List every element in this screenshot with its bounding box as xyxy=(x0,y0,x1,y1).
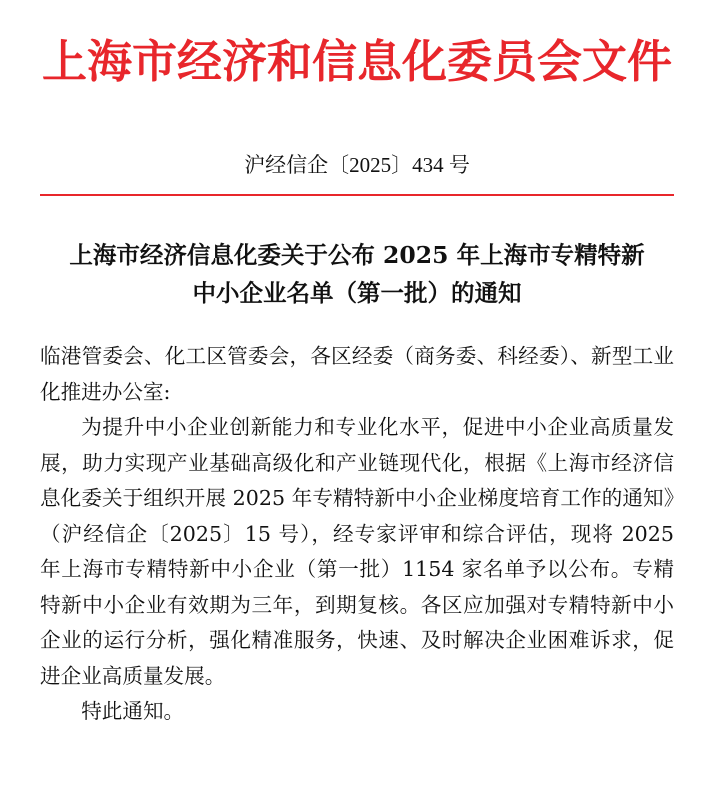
notice-body xyxy=(40,339,674,730)
red-divider-line xyxy=(40,194,674,196)
recipients-paragraph: 临港管委会、化工区管委会，各区经委（商务委、科经委）、新型工业化推进办公室: xyxy=(40,344,674,404)
main-paragraph: 为提升中小企业创新能力和专业化水平，促进中小企业高质量发展，助力实现产业基础高级化和产业链现代化，根据《上海市经济信息化委关于组织开展 2025 年专精特新中小企业梯度培育工作的通知》（沪经信企〔2025〕15 号），经专家评审和综合评估，现将 2025 年上海市专精特新中小企业（第一批）1154 家名单予以公布。专精特新中小企业有效期为三年，到期复核。各区应加强对专精特新中小企业的运行分析，强化精准服务，快速、及时解决企业困难诉求，促进企业高质量发展。 xyxy=(40,415,674,688)
issuer-header-title: 上海市经济和信息化委员会文件 xyxy=(41,35,672,88)
document-number: 沪经信企〔2025〕434 号 xyxy=(244,153,470,177)
notice-title xyxy=(40,236,674,312)
closing-paragraph: 特此通知。 xyxy=(81,699,185,723)
notice-title-line-2: 中小企业名单（第一批）的通知 xyxy=(192,279,522,307)
notice-title-line-1: 上海市经济信息化委关于公布 2025 年上海市专精特新 xyxy=(69,241,645,269)
document-page xyxy=(0,22,714,785)
